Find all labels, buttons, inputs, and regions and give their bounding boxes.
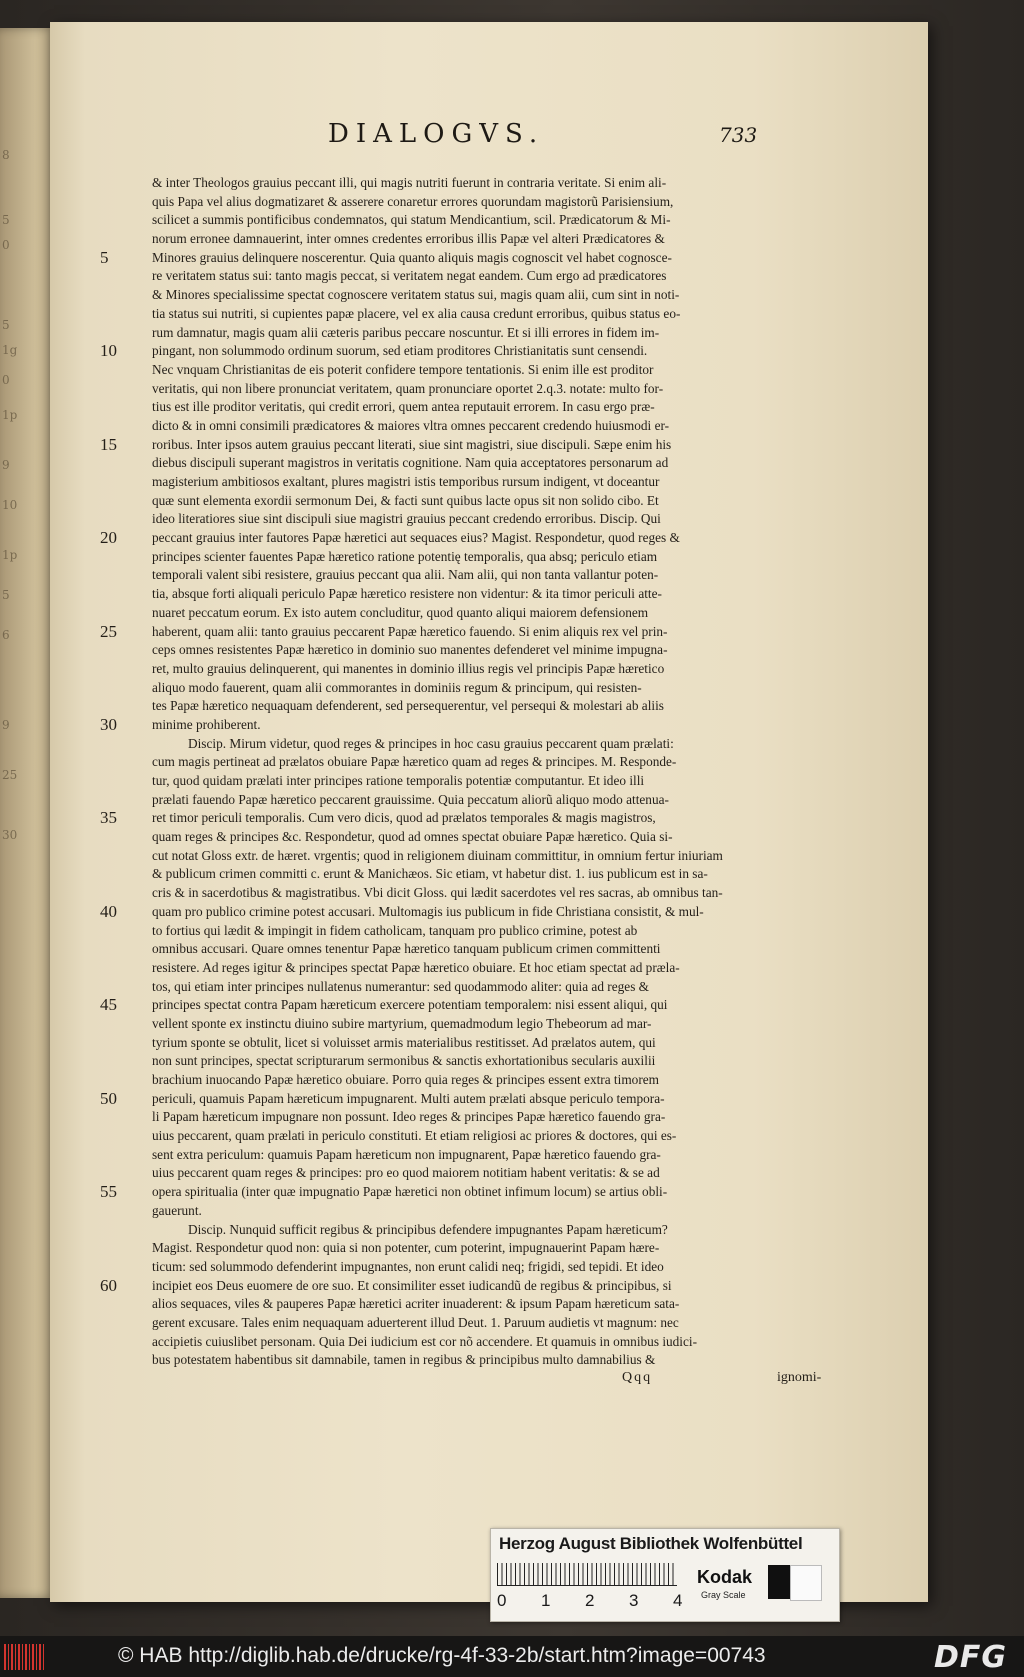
line-text: periculi, quamuis Papam hæreticum impugnarent. Multi autem prælati absque periculo tempora- [152, 1090, 665, 1106]
facing-page-fragment: 9 [2, 458, 10, 472]
line-text: bus potestatem habentibus sit damnabile, tamen in regibus & principibus multo damnabilius & [152, 1352, 656, 1368]
facing-page-fragment: 5 [2, 318, 10, 332]
line-text: diebus discipuli superant magistros in veritatis cognitione. Nam quia acceptatores personarum ad [152, 455, 669, 471]
line-text: ret timor periculi temporalis. Cum vero dicis, quod ad prælatos temporales & magis magistros, [152, 810, 656, 826]
line-text: Discip. Nunquid sufficit regibus & principibus defendere impugnantes Papam hæreticum? [188, 1221, 668, 1237]
line-text: ideo literatiores siue sint discipuli siue magistri grauius peccant credendo erroribus. Discip. Qui [152, 511, 661, 527]
text-line [152, 1015, 802, 1034]
line-text: & inter Theologos grauius peccant illi, qui magis nutriti fuerunt in contraria veritate. Si enim ali- [152, 175, 667, 190]
facing-page-fragment: 25 [2, 768, 18, 782]
kodak-brand: Kodak [697, 1567, 753, 1587]
line-text: quis Papa vel alius dogmatizaret & asserere conaretur errores quorundam magistorũ Parisiensium, [152, 193, 674, 209]
line-text: non sunt principes, spectat scripturarum sermonibus & sanctis exhortationibus secularis auxilii [152, 1053, 656, 1069]
facing-page-fragment: 5 [2, 588, 10, 602]
text-line [152, 286, 802, 305]
text-line [152, 1164, 802, 1183]
line-text: opera spiritualia (inter quæ impugnatio Papæ hæretici non obtinet infimum locum) se artius obli- [152, 1184, 668, 1200]
facing-page-fragment: 10 [2, 498, 18, 512]
line-text: roribus. Inter ipsos autem grauius peccant literati, siue sint magistri, siue discipuli. Sæpe enim his [152, 436, 672, 452]
line-text: resistere. Ad reges igitur & principes spectat Papæ hæretico obuiare. Et hoc etiam spectat ad præla- [152, 959, 680, 975]
text-line [100, 1275, 802, 1296]
text-line [152, 305, 802, 324]
page-number: 733 [719, 123, 758, 147]
text-line [152, 828, 802, 847]
text-line [152, 510, 802, 529]
line-number: 50 [100, 1088, 117, 1108]
text-line [152, 1202, 802, 1221]
card-title: Herzog August Bibliothek Wolfenbüttel [499, 1534, 803, 1553]
text-line [152, 735, 802, 754]
text-line [152, 772, 802, 791]
text-line [100, 995, 802, 1015]
text-line [152, 884, 802, 903]
line-text: tius est ille proditor veritatis, qui credit errori, quem antea reputauit errorem. In casu ergo præ- [152, 399, 655, 415]
line-text: rum damnatur, magis quam alii cæteris paribus peccare noscuntur. Et si illi errores in fidem im- [152, 324, 660, 340]
page-footer [152, 1370, 822, 1390]
text-line [100, 621, 802, 642]
text-line [152, 398, 802, 417]
line-text: cut notat Gloss extr. de hæret. vrgentis; quod in religionem diuinam committitur, in omnium fertur iniuriam [152, 847, 723, 863]
text-line [152, 604, 802, 623]
gray-patch-white [790, 1565, 822, 1601]
facing-page-fragment: 0 [2, 238, 10, 252]
line-text: Magist. Respondetur quod non: quia si non potenter, cum poterint, impugnauerint Papam hære- [152, 1240, 660, 1256]
text-line [152, 1258, 802, 1277]
line-text: accipietis cuiuslibet personam. Quia Dei iudicium est cor nõ accendere. Et quamuis in omnibus iudici- [152, 1333, 698, 1349]
ruler-label: 1 [541, 1591, 551, 1610]
text-line [152, 380, 802, 399]
line-text: tia, absque forti aliquali periculo Papæ hæretico resistere non videntur: & ita timor periculi atte- [152, 586, 662, 602]
color-calibration-card [490, 1528, 840, 1622]
line-number: 45 [100, 995, 117, 1015]
facing-page-fragment: 5 [2, 213, 10, 227]
facing-page-fragment: 30 [2, 828, 18, 842]
text-line [152, 865, 802, 884]
line-text: dicto & in omni consimili prædicatores & maiores vltra omnes peccarent credendo huiusmodi er- [152, 417, 670, 433]
text-line [152, 1333, 802, 1352]
text-line [152, 1351, 802, 1370]
line-text: prælati fauendo Papæ hæretico peccarent grauissime. Quia peccatum aliorũ aliquo modo attenua- [152, 791, 669, 807]
line-number: 25 [100, 621, 117, 641]
line-text: tur, quod quidam prælati inter principes ratione temporalis potentiæ computantur. Et ideo illi [152, 773, 645, 788]
line-text: uius peccarent, quam prælati in periculo constituti. Et etiam religiosi ac priores & doctores, qui es- [152, 1128, 677, 1144]
line-text: pingant, non solummodo ordinum suorum, sed etiam proditores Christianitatis sunt censendi. [152, 343, 648, 359]
text-line [152, 174, 802, 193]
line-text: haberent, quam alii: tanto grauius peccarent Papæ hæretico fauendo. Si enim aliquis rex vel prin- [152, 623, 668, 639]
text-line [152, 753, 802, 772]
barcode-icon [4, 1644, 46, 1670]
text-line [100, 901, 802, 922]
line-text: principes spectat contra Papam hæreticum exercere potentiam temporalem: nisi essent aliqui, qui [152, 997, 668, 1013]
text-line [152, 1052, 802, 1071]
line-text: ceps omnes resistentes Papæ hæretico in dominio suo manentes defenderet vel minime impugna- [152, 642, 668, 658]
text-line [152, 566, 802, 585]
line-text: quam pro publico crimine potest accusari. Multomagis ius publicum in fide Christiana consistit, & mul- [152, 903, 704, 919]
text-line [100, 341, 802, 361]
signature-mark: Qqq [622, 1370, 653, 1385]
text-line [100, 808, 802, 828]
text-line [152, 959, 802, 978]
line-text: & publicum crimen committi c. erunt & Manichæos. Sic etiam, vt habetur dist. 1. ius publicum est in sa- [152, 866, 708, 882]
page-header [50, 119, 928, 159]
facing-page-fragment: 6 [2, 628, 10, 642]
text-line [100, 247, 802, 268]
line-text: cris & in sacerdotibus & magistratibus. Vbi dicit Gloss. qui lædit sacerdotes vel res sacras, ab omnibus tan- [152, 885, 723, 901]
line-number: 40 [100, 901, 117, 921]
ruler-label: 2 [585, 1591, 595, 1610]
ruler-labels [495, 1591, 695, 1613]
text-line [152, 1221, 802, 1240]
gray-patch-black [768, 1565, 790, 1599]
text-line [100, 714, 802, 735]
text-line [152, 940, 802, 959]
facing-page-fragment: 1p [2, 548, 18, 562]
line-number: 10 [100, 341, 117, 361]
line-text: tia status sui nutriti, si cupientes papæ placere, vel ex alia causa credunt erroribus, quibus status eo- [152, 305, 681, 321]
line-text: omnibus accusari. Quare omnes tenentur Papæ hæretico tanquam publicum crimen committenti [152, 941, 661, 957]
line-text: ret, multo grauius delinquerent, qui manentes in dominio illius regis vel principis Papæ hæretico [152, 660, 665, 676]
text-line [152, 978, 802, 997]
facing-page-fragment: 1p [2, 408, 18, 422]
line-text: Nec vnquam Christianitas de eis poterit confidere tempore tentationis. Si enim ille est proditor [152, 361, 654, 377]
text-line [152, 324, 802, 343]
body-text [102, 174, 802, 1370]
line-text: alios sequaces, viles & pauperes Papæ hæretici acriter inuaderent: & ipsum Papam hæreticum sata- [152, 1296, 680, 1312]
line-number: 55 [100, 1182, 117, 1202]
line-text: aliquo modo fauerent, quam alii commorantes in dominiis regum & principum, qui resisten- [152, 679, 642, 695]
line-text: tes Papæ hæretico nequaquam defenderent, sed persequerentur, vel persequi & molestari ab aliis [152, 698, 664, 714]
line-text: gerent excusare. Tales enim nequaquam aduerterent illud Deut. 1. Paruum audietis vt magnum: nec [152, 1314, 679, 1330]
ruler-scale [497, 1563, 677, 1586]
source-link[interactable]: © HAB http://diglib.hab.de/drucke/rg-4f-33-2b/start.htm?image=00743 [118, 1644, 766, 1667]
text-line [152, 641, 802, 660]
line-text: to fortius qui lædit & impingit in fidem catholicam, tanquam pro publico crimine, potest ab [152, 922, 638, 938]
line-number: 15 [100, 434, 117, 454]
line-text: minime prohiberent. [152, 716, 261, 732]
text-line [100, 434, 802, 455]
line-number: 20 [100, 528, 117, 548]
text-line [152, 361, 802, 380]
text-line [152, 1071, 802, 1090]
line-text: quam reges & principes &c. Respondetur, quod ad omnes spectat obuiare Papæ hæretico. Quia si- [152, 829, 673, 845]
line-text: peccant grauius inter fautores Papæ hæretici aut sequaces eius? Magist. Respondetur, quod reges & [152, 530, 680, 546]
text-line [152, 847, 802, 866]
line-text: veritatis, qui non libere pronunciat veritatem, quam pronunciare oportet 2.q.3. notate: multo for- [152, 380, 664, 396]
ruler-label: 4 [673, 1591, 683, 1610]
line-text: re veritatem status sui: tanto magis peccat, si veritatem negat eandem. Cum ergo ad prædicatores [152, 268, 667, 284]
line-text: ticum: sed solummodo defenderint impugnantes, non erunt calidi neq; frigidi, sed tepidi. Et ideo [152, 1258, 664, 1274]
text-line [152, 1314, 802, 1333]
text-line [152, 585, 802, 604]
ruler-label: 3 [629, 1591, 639, 1610]
line-text: temporali valent sibi resistere, grauius peccant qua alii. Nam alii, qui non tanta vallantur poten- [152, 567, 659, 583]
line-text: nuaret peccatum eorum. Ex isto autem concluditur, quod quanto aliqui maiorem defensionem [152, 604, 649, 620]
text-line [100, 528, 802, 548]
text-line [152, 1034, 802, 1053]
line-number: 35 [100, 808, 117, 828]
text-line [152, 230, 802, 249]
line-text: incipiet eos Deus euomere de ore suo. Et consimiliter esset iudicandũ de regibus & principibus, si [152, 1277, 672, 1293]
line-text: scilicet a summis pontificibus condemnatos, qui statum Mendicantium, scil. Prædicatorum & Mi- [152, 212, 671, 228]
text-line [152, 791, 802, 810]
text-line [152, 1295, 802, 1314]
line-text: tyrium sponte se obtulit, licet si voluisset armis materialibus restitisset. Ad prælatos autem, qui [152, 1034, 656, 1050]
text-line [152, 660, 802, 679]
running-title: DIALOGVS. [328, 119, 545, 149]
text-line [152, 1127, 802, 1146]
text-line [100, 1182, 802, 1202]
ruler-label: 0 [497, 1591, 507, 1610]
line-number: 30 [100, 714, 117, 734]
line-text: uius peccarent quam reges & principes: pro eo quod maiorem notitiam habent veritatis: & se ad [152, 1165, 660, 1181]
line-text: & Minores specialissime spectat cognoscere veritatem status sui, magis quam alii, cum sint in noti- [152, 287, 680, 303]
line-number: 60 [100, 1275, 117, 1295]
text-line [152, 1108, 802, 1127]
text-line [152, 1239, 802, 1258]
text-line [100, 1088, 802, 1109]
line-text: magisterium ambitiosos exaltant, plures magistri istis temporibus rursum indigent, vt doceantur [152, 474, 660, 489]
line-number: 5 [100, 247, 109, 267]
line-text: brachium inuocando Papæ hæretico obuiare. Porro quia reges & principes essent extra timorem [152, 1072, 659, 1087]
text-line [152, 473, 802, 492]
facing-page-fragment: 1g [2, 343, 18, 357]
line-text: tos, qui etiam inter principes nullatenus numerantur: sed quodammodo aliter: quia ad reges & [152, 978, 650, 994]
line-text: Minores grauius delinquere noscerentur. Quia quanto aliquis magis cognoscit vel habet cognosce- [152, 249, 672, 265]
catchword: ignomi- [777, 1370, 822, 1385]
text-line [152, 454, 802, 473]
facing-page-fragment: 0 [2, 373, 10, 387]
book-page [50, 22, 928, 1602]
kodak-subtitle: Gray Scale [701, 1590, 746, 1600]
line-text: cum magis pertineat ad prælatos obuiare Papæ hæretico quam ad reges & principes. M. Responde- [152, 754, 677, 770]
viewer-footer-bar [0, 1636, 1024, 1677]
line-text: li Papam hæreticum impugnare non possunt. Ideo reges & principes Papæ hæretico fauendo gra- [152, 1109, 666, 1125]
line-text: principes scienter fauentes Papæ hæretico ratione potentię temporalis, qua absq; periculo etiam [152, 548, 658, 564]
line-text: Discip. Mirum videtur, quod reges & principes in hoc casu grauius peccarent quam prælati: [188, 735, 674, 751]
line-text: quæ sunt elementa exordii sermonum Dei, & facti sunt quibus lacte opus sit non solido cibo. Et [152, 492, 659, 508]
text-line [152, 922, 802, 941]
text-line [152, 267, 802, 286]
text-line [152, 548, 802, 567]
text-line [152, 679, 802, 698]
dfg-logo: DFG [934, 1640, 1008, 1675]
text-line [152, 417, 802, 436]
facing-page-fragment: 9 [2, 718, 10, 732]
line-text: gauerunt. [152, 1202, 202, 1218]
line-text: vellent sponte ex instinctu diuino subire martyrium, quemadmodum legio Thebeorum ad mar- [152, 1015, 652, 1031]
text-line [152, 492, 802, 511]
text-line [152, 1146, 802, 1165]
line-text: norum erronee damnauerint, inter omnes credentes erroribus illis Papæ vel alteri Prædicatores & [152, 231, 665, 247]
text-line [152, 193, 802, 212]
text-line [152, 697, 802, 716]
facing-page-fragment: 8 [2, 148, 10, 162]
line-text: sent extra periculum: quamuis Papam hæreticum non impugnarent, Papæ hæretico fauendo gra- [152, 1146, 661, 1162]
text-line [152, 211, 802, 230]
